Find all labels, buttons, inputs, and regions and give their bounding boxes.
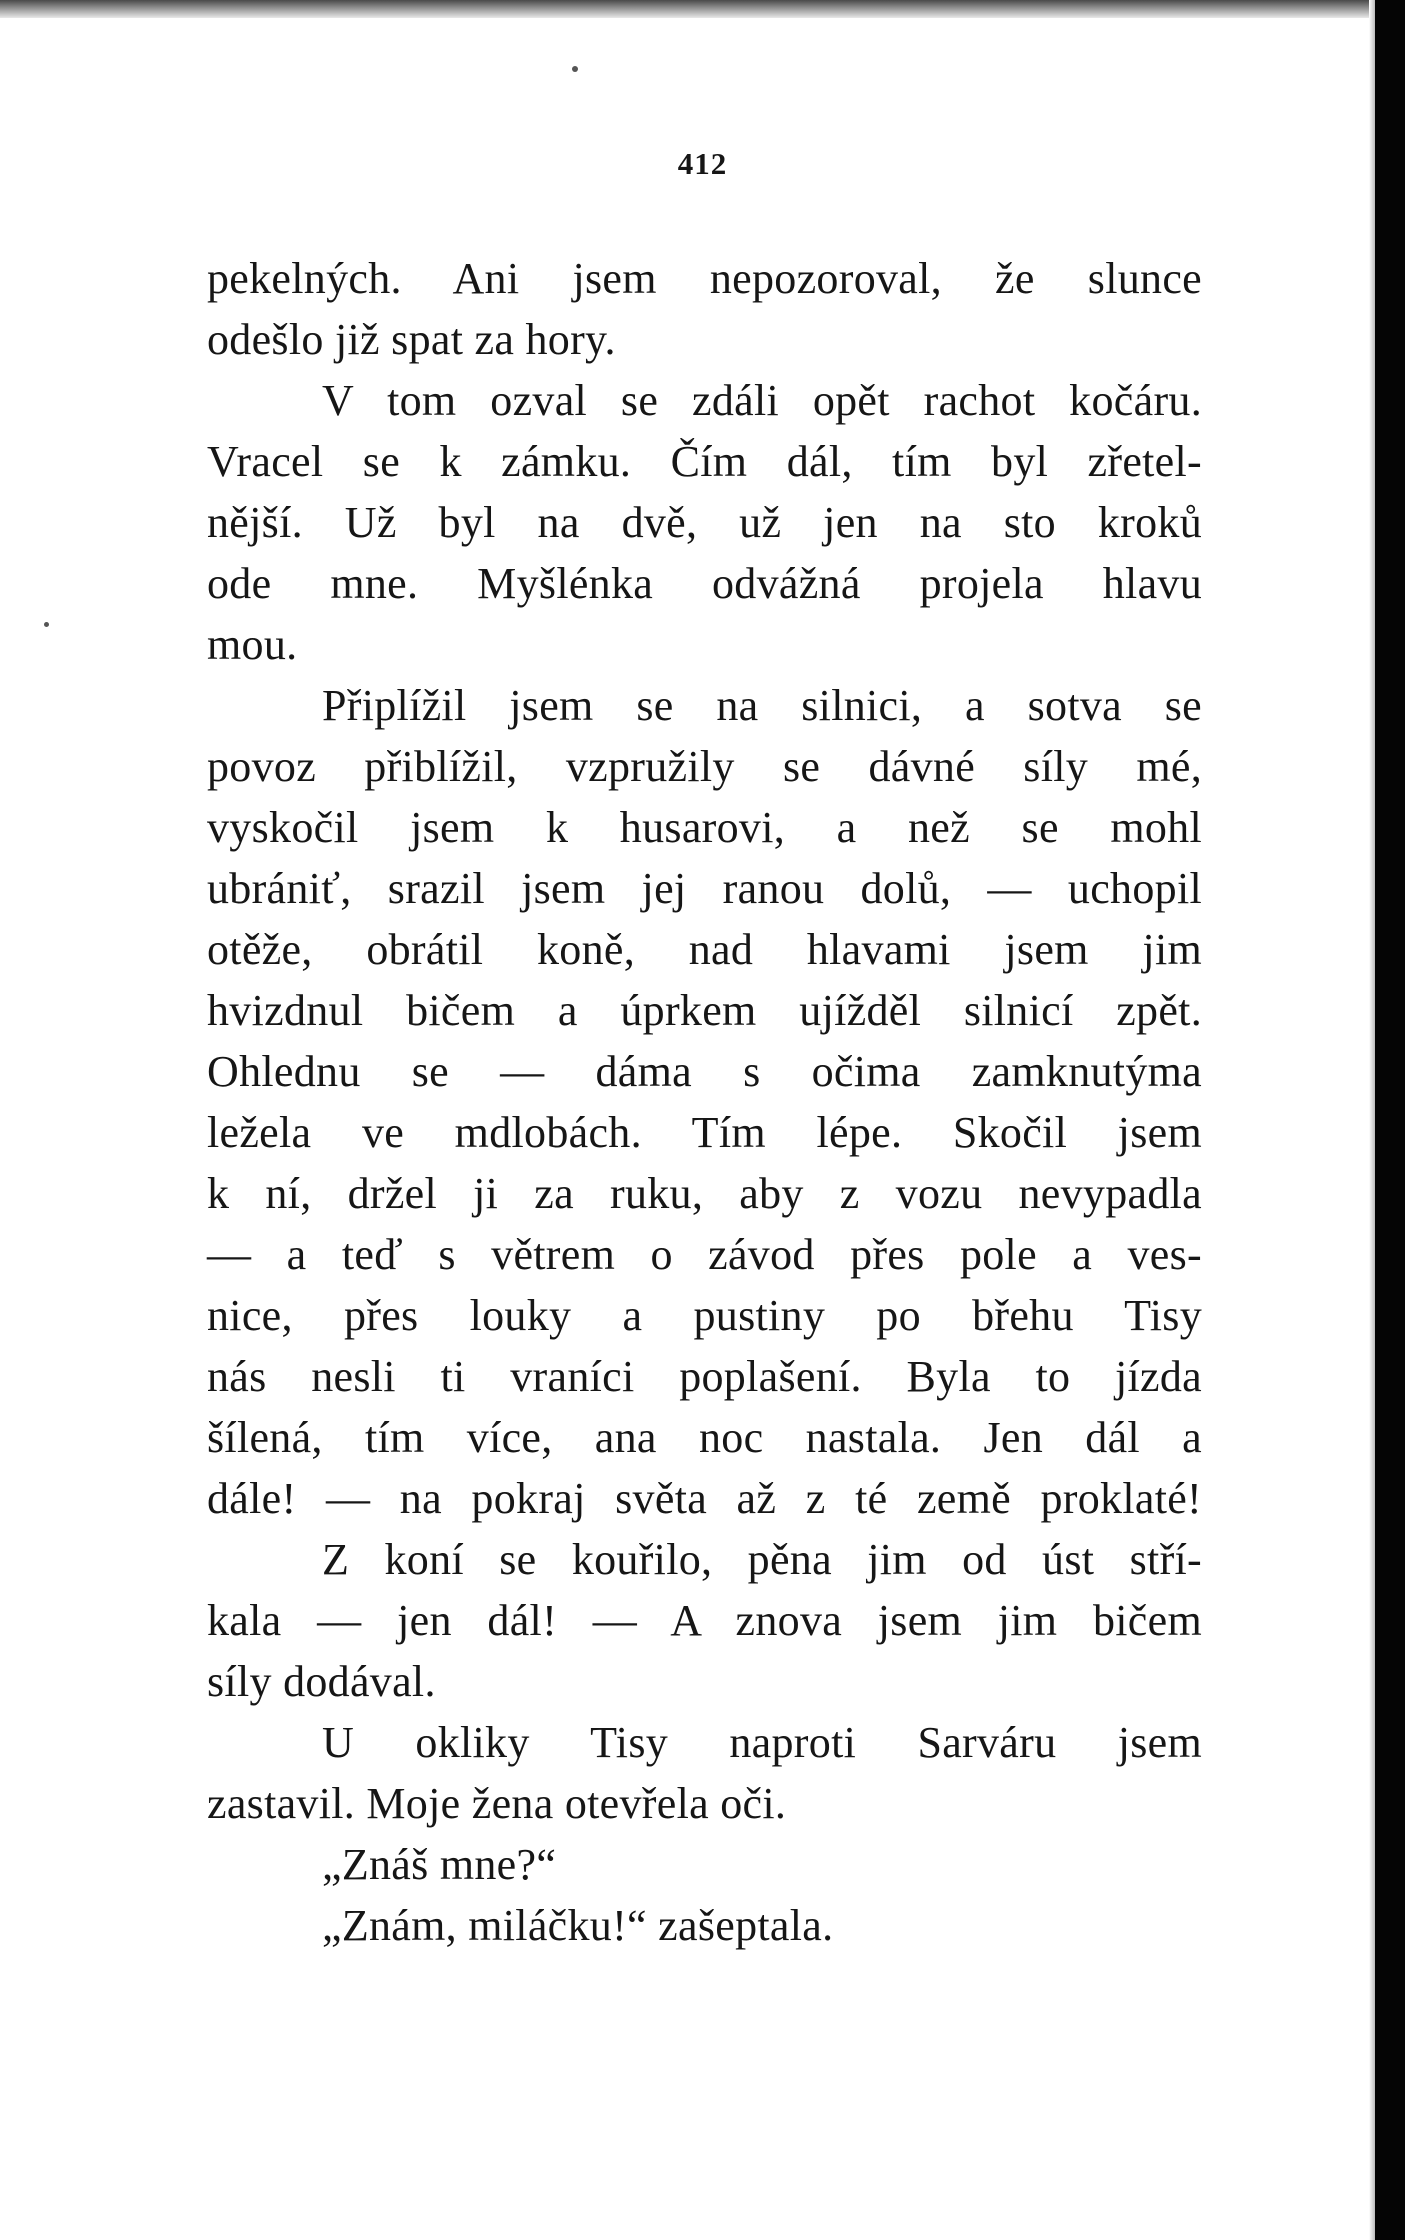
text-line: U okliky Tisy naproti Sarváru jsem [322, 1718, 1202, 1767]
text-line: otěže, obrátil koně, nad hlavami jsem jim [207, 925, 1202, 974]
text-line: „Znám, miláčku!“ zašeptala. [322, 1901, 834, 1950]
text-line: pekelných. Ani jsem nepozoroval, že slunce [207, 254, 1202, 303]
text-line: dále! — na pokraj světa až z té země proklaté! [207, 1474, 1202, 1523]
page-number: 412 [677, 146, 728, 181]
scan-right-edge [1375, 0, 1405, 2240]
text-line: kala — jen dál! — A znova jsem jim bičem [207, 1596, 1202, 1645]
text-line: povoz přiblížil, vzpružily se dávné síly mé, [207, 742, 1202, 791]
text-line: — a teď s větrem o závod přes pole a ves- [207, 1230, 1202, 1279]
text-line: V tom ozval se zdáli opět rachot kočáru. [322, 376, 1202, 425]
body-text [207, 248, 1202, 1956]
text-line: hvizdnul bičem a úprkem ujížděl silnicí zpět. [207, 986, 1202, 1035]
text-line: nější. Už byl na dvě, už jen na sto kroků [207, 498, 1202, 547]
text-line: mou. [207, 620, 298, 669]
text-line: šílená, tím více, ana noc nastala. Jen dál a [207, 1413, 1202, 1462]
text-line: síly dodával. [207, 1657, 436, 1706]
scan-top-edge [0, 0, 1370, 18]
text-line: odešlo již spat za hory. [207, 315, 616, 364]
text-line: „Znáš mne?“ [322, 1840, 557, 1889]
text-line: ode mne. Myšlénka odvážná projela hlavu [207, 559, 1202, 608]
text-line: ležela ve mdlobách. Tím lépe. Skočil jsem [207, 1108, 1202, 1157]
text-line: vyskočil jsem k husarovi, a než se mohl [207, 803, 1202, 852]
dust-speck [44, 622, 49, 627]
text-line: Připlížil jsem se na silnici, a sotva se [322, 681, 1202, 730]
text-line: Z koní se kouřilo, pěna jim od úst stří- [322, 1535, 1202, 1584]
text-line: ubrániť, srazil jsem jej ranou dolů, — uchopil [207, 864, 1202, 913]
dust-speck [572, 66, 578, 72]
text-line: Ohlednu se — dáma s očima zamknutýma [207, 1047, 1202, 1096]
text-line: nice, přes louky a pustiny po břehu Tisy [207, 1291, 1202, 1340]
text-line: Vracel se k zámku. Čím dál, tím byl zřetel- [207, 437, 1202, 486]
text-line: zastavil. Moje žena otevřela oči. [207, 1779, 787, 1828]
text-line: nás nesli ti vraníci poplašení. Byla to jízda [207, 1352, 1202, 1401]
text-line: k ní, držel ji za ruku, aby z vozu nevypadla [207, 1169, 1202, 1218]
